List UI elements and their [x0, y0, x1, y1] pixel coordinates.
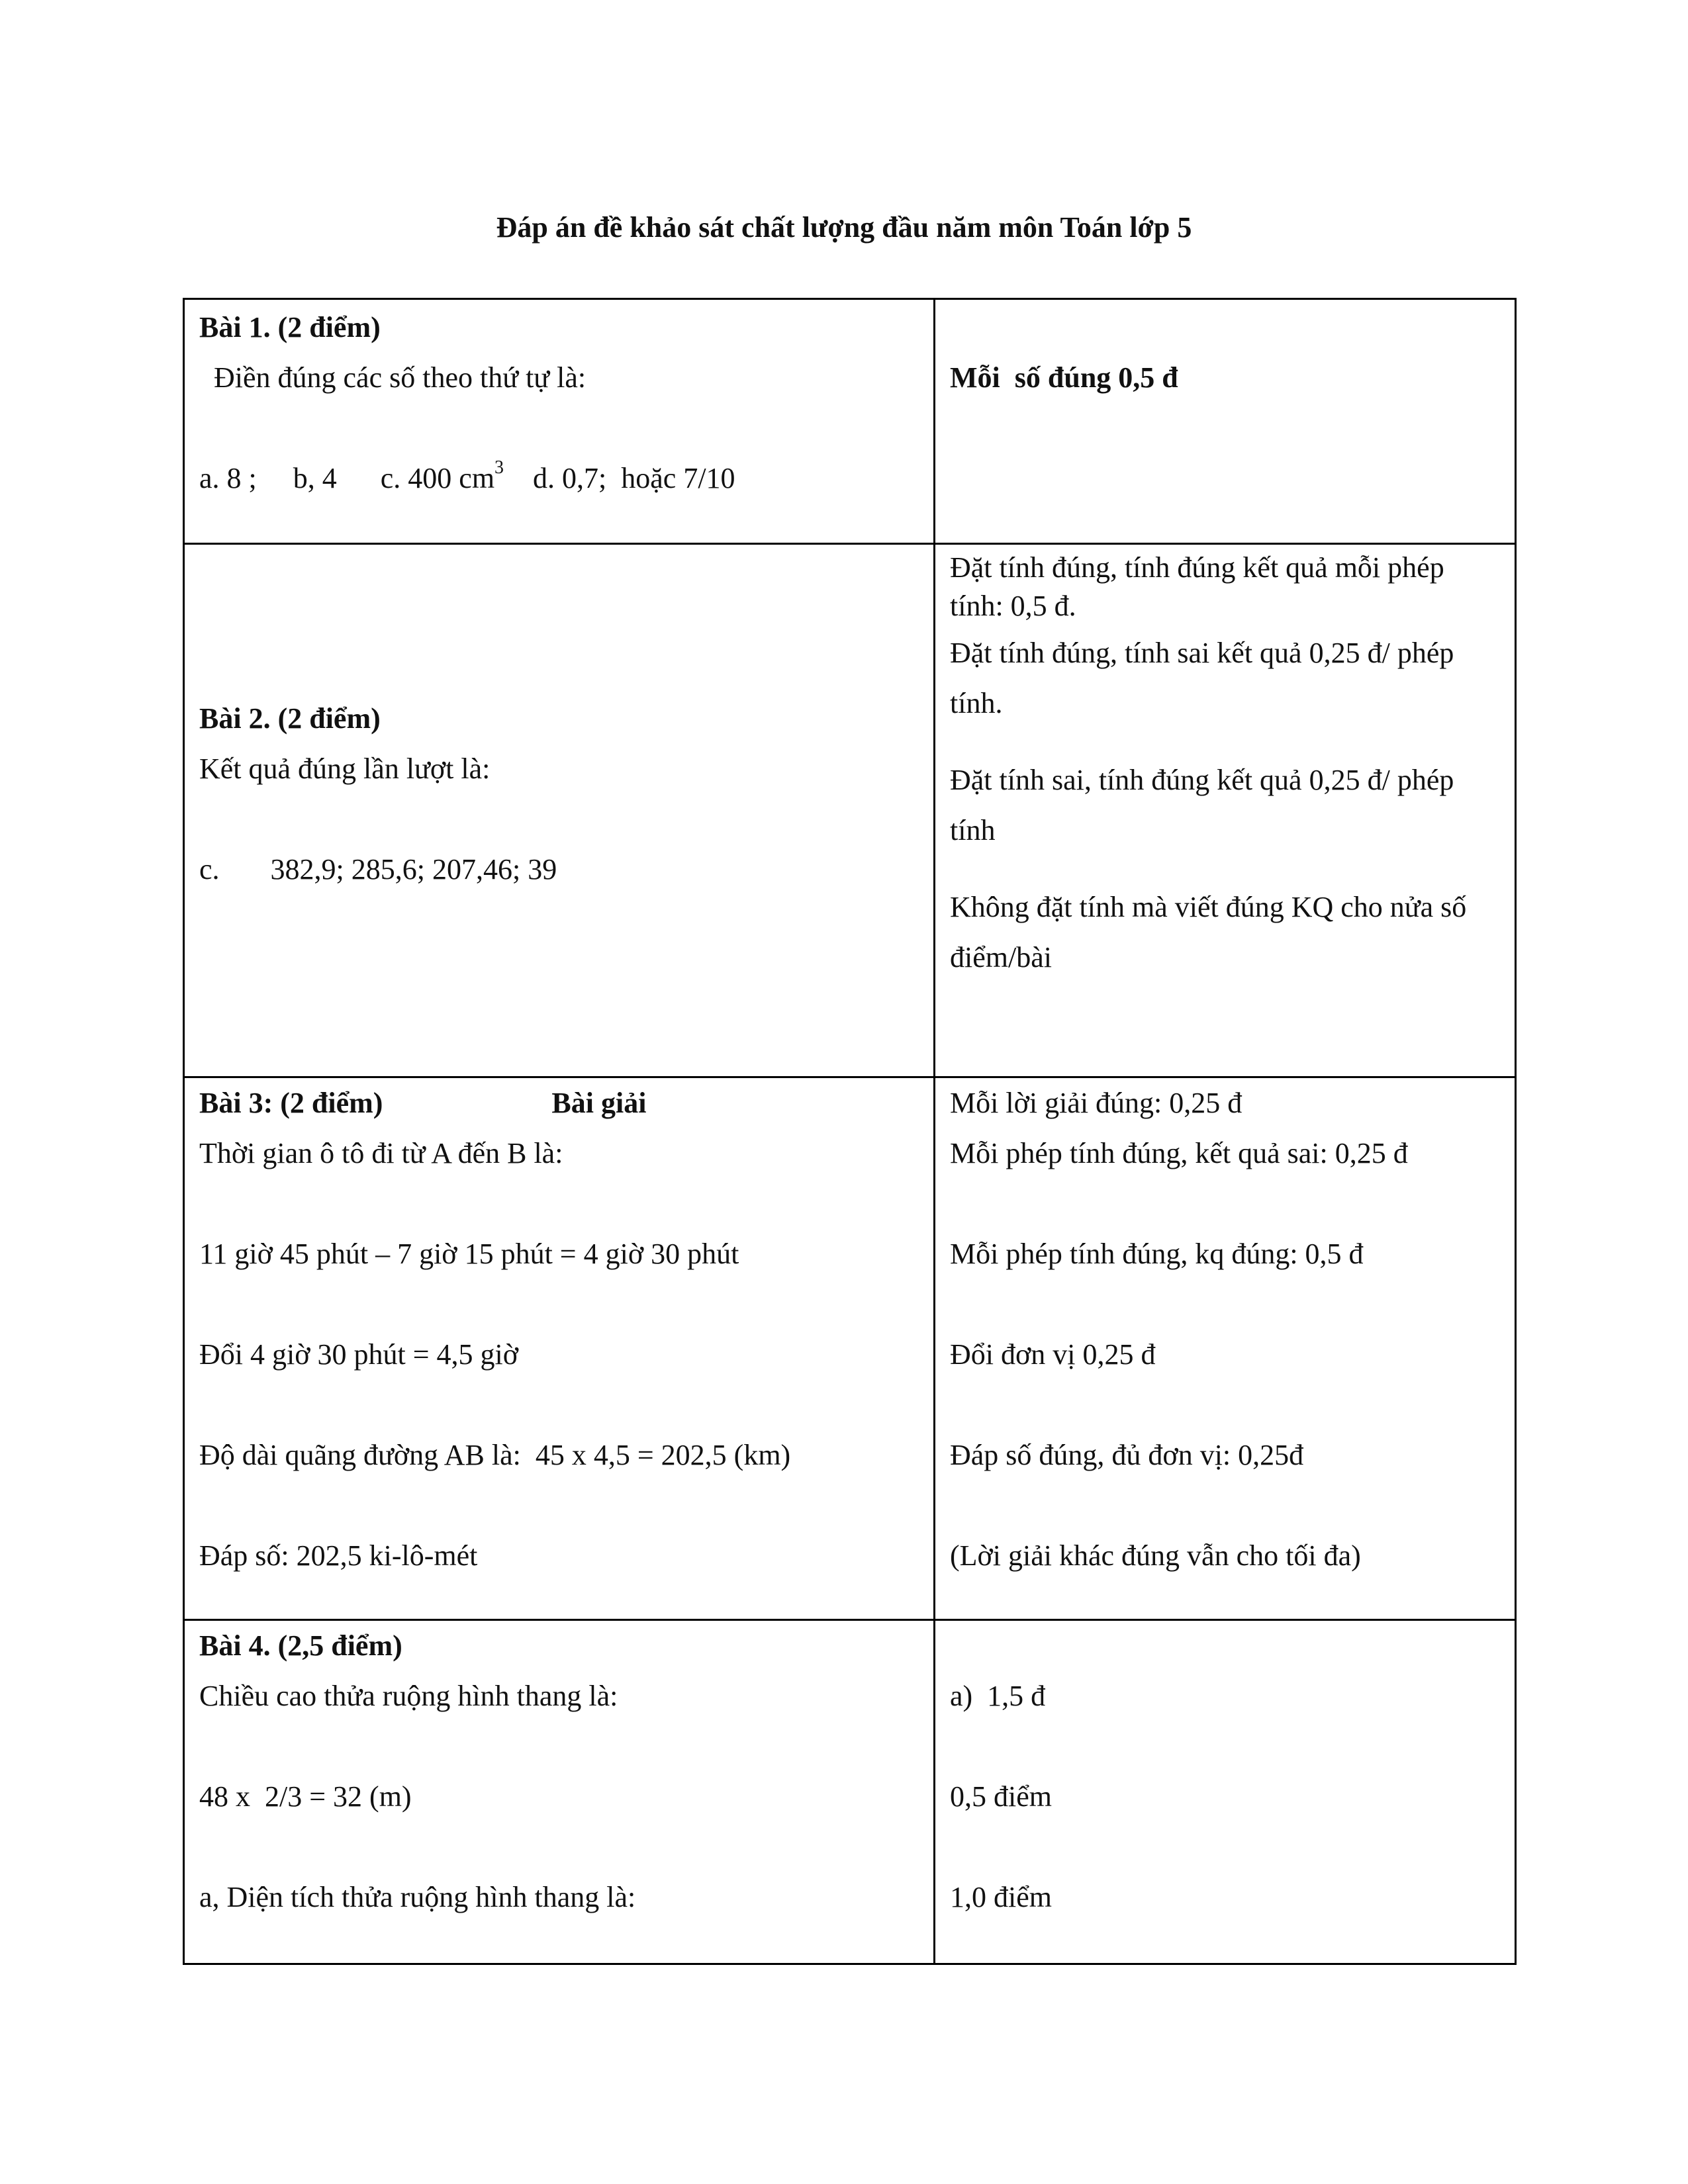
solution-line: Chiều cao thửa ruộng hình thang là: [199, 1680, 618, 1712]
scoring-note: (Lời giải khác đúng vẫn cho tối đa) [950, 1539, 1361, 1572]
scoring-cell-bai-1 [935, 299, 1516, 544]
scoring-note: Mỗi phép tính đúng, kq đúng: 0,5 đ [950, 1238, 1364, 1270]
document-title: Đáp án đề khảo sát chất lượng đầu năm môn Toán lớp 5 [496, 211, 1192, 244]
problem-cell-bai-4 [184, 1620, 935, 1964]
table-row-bai-3 [184, 1077, 1516, 1620]
scoring-cell-bai-2 [935, 544, 1516, 1077]
problem-cell-bai-2 [184, 544, 935, 1077]
solution-line: 11 giờ 45 phút – 7 giờ 15 phút = 4 giờ 30 phút [199, 1238, 739, 1270]
table-row-bai-1 [184, 299, 1516, 544]
scoring-note: 0,5 điểm [950, 1780, 1052, 1813]
solution-line: Thời gian ô tô đi từ A đến B là: [199, 1137, 563, 1169]
solution-label: Bài giải [551, 1087, 647, 1119]
scoring-note: Đặt tính sai, tính đúng kết quả 0,25 đ/ phép tính [950, 764, 1454, 846]
problem-heading: Bài 2. (2 điểm) [199, 702, 381, 735]
table-row-bai-4 [184, 1620, 1516, 1964]
problem-heading: Bài 3: (2 điểm) Bài giải [199, 1087, 647, 1119]
problem-cell-bai-1 [184, 299, 935, 544]
scoring-note: Đổi đơn vị 0,25 đ [950, 1338, 1156, 1371]
solution-line: Đáp số: 202,5 ki-lô-mét [199, 1539, 478, 1572]
solution-line: 48 x 2/3 = 32 (m) [199, 1780, 412, 1813]
scoring-cell-bai-3 [935, 1077, 1516, 1620]
table-row-bai-2 [184, 544, 1516, 1077]
problem-heading: Bài 1. (2 điểm) [199, 311, 381, 343]
superscript-exponent: 3 [494, 457, 504, 478]
problem-cell-bai-3 [184, 1077, 935, 1620]
solution-line: a, Diện tích thửa ruộng hình thang là: [199, 1881, 636, 1913]
solution-line: Độ dài quãng đường AB là: 45 x 4,5 = 202,5 (km) [199, 1439, 791, 1471]
scoring-cell-bai-4 [935, 1620, 1516, 1964]
answer-line: c. 382,9; 285,6; 207,46; 39 [199, 853, 557, 886]
answer-line [199, 453, 919, 504]
scoring-note: Mỗi lời giải đúng: 0,25 đ [950, 1087, 1243, 1119]
solution-line: Đổi 4 giờ 30 phút = 4,5 giờ [199, 1338, 519, 1371]
problem-instruction: Kết quả đúng lần lượt là: [199, 752, 491, 785]
answer-text-continued: d. 0,7; hoặc 7/10 [504, 462, 735, 494]
answer-key-table [183, 298, 1517, 1965]
scoring-note: a) 1,5 đ [950, 1680, 1046, 1712]
scoring-note: Đáp số đúng, đủ đơn vị: 0,25đ [950, 1439, 1304, 1471]
problem-heading: Bài 4. (2,5 điểm) [199, 1629, 402, 1662]
scoring-note: 1,0 điểm [950, 1881, 1052, 1913]
scoring-note: Đặt tính đúng, tính sai kết quả 0,25 đ/ phép tính. [950, 637, 1454, 719]
scoring-note: Mỗi phép tính đúng, kết quả sai: 0,25 đ [950, 1137, 1408, 1169]
scoring-note: Không đặt tính mà viết đúng KQ cho nửa số điểm/bài [950, 891, 1467, 974]
problem-instruction: Điền đúng các số theo thứ tự là: [199, 361, 586, 394]
scoring-note: Mỗi số đúng 0,5 đ [950, 361, 1178, 394]
answer-text: a. 8 ; b, 4 c. 400 cm [199, 462, 495, 494]
scoring-note: Đặt tính đúng, tính đúng kết quả mỗi phép tính: 0,5 đ. [950, 551, 1444, 622]
